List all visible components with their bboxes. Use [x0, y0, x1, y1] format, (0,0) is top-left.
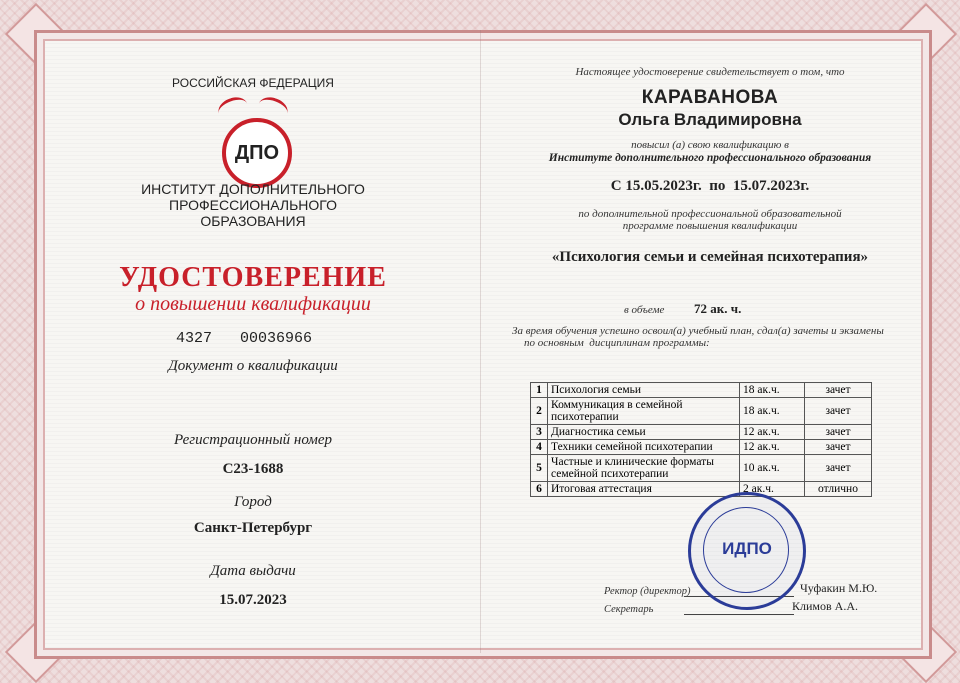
- official-stamp: [688, 492, 806, 610]
- discipline-number: 2: [531, 398, 548, 425]
- study-period: С 15.05.2023г. по 15.07.2023г.: [610, 178, 810, 194]
- table-row: [531, 383, 872, 398]
- registration-label: Регистрационный номер: [173, 432, 332, 448]
- table-row: [531, 455, 872, 482]
- institute-line-3: ОБРАЗОВАНИЯ: [200, 213, 306, 229]
- table-row: [531, 482, 872, 497]
- institute-line-1: ИНСТИТУТ ДОПОЛНИТЕЛЬНОГО: [141, 181, 365, 197]
- discipline-hours: 18 ак.ч.: [740, 383, 805, 398]
- discipline-number: 4: [531, 440, 548, 455]
- issue-date-label: Дата выдачи: [210, 563, 296, 579]
- volume-value: 72 ак. ч.: [694, 301, 742, 316]
- country-label: РОССИЙСКАЯ ФЕДЕРАЦИЯ: [172, 76, 334, 90]
- rector-name: Чуфакин М.Ю.: [800, 581, 878, 595]
- document-series: 4327: [176, 330, 213, 347]
- document-title: УДОСТОВЕРЕНИЕ: [119, 262, 387, 293]
- program-name: «Психология семьи и семейная психотерапия»: [551, 249, 869, 265]
- discipline-result: отлично: [805, 482, 872, 497]
- discipline-hours: 12 ак.ч.: [740, 440, 805, 455]
- discipline-result: зачет: [805, 455, 872, 482]
- program-description-line-1: по дополнительной профессиональной образовательной: [578, 208, 842, 220]
- center-fold: [480, 30, 481, 653]
- discipline-hours: 2 ак.ч.: [740, 482, 805, 497]
- discipline-name: Диагностика семьи: [548, 425, 740, 440]
- discipline-name: Психология семьи: [548, 383, 740, 398]
- program-description-line-2: программе повышения квалификации: [622, 220, 798, 232]
- recipient-name: Ольга Владимировна: [618, 110, 802, 129]
- stamp-text: ИДПО: [722, 539, 772, 558]
- city-label: Город: [234, 494, 272, 510]
- table-row: [531, 398, 872, 425]
- discipline-result: зачет: [805, 425, 872, 440]
- discipline-number: 3: [531, 425, 548, 440]
- discipline-result: зачет: [805, 440, 872, 455]
- discipline-number: 6: [531, 482, 548, 497]
- secretary-signature-line: [684, 614, 794, 615]
- issue-date-value: 15.07.2023: [219, 592, 287, 608]
- volume-label: в объеме: [624, 304, 665, 316]
- discipline-name: Итоговая аттестация: [548, 482, 740, 497]
- document-type: Документ о квалификации: [168, 358, 338, 374]
- discipline-number: 5: [531, 455, 548, 482]
- discipline-name: Техники семейной психотерапии: [548, 440, 740, 455]
- discipline-name: Частные и клинические форматы семейной психотерапии: [548, 455, 740, 482]
- discipline-number: 1: [531, 383, 548, 398]
- discipline-hours: 12 ак.ч.: [740, 425, 805, 440]
- secretary-name: Климов А.А.: [792, 599, 859, 613]
- studied-text-line-2: по основным дисциплинам программы:: [524, 337, 710, 349]
- registration-number: С23-1688: [222, 461, 284, 477]
- rector-label: Ректор (директор): [604, 586, 691, 597]
- discipline-result: зачет: [805, 383, 872, 398]
- table-row: [531, 440, 872, 455]
- disciplines-table: [530, 382, 872, 497]
- table-row: [531, 425, 872, 440]
- recipient-surname: КАРАВАНОВА: [641, 87, 779, 108]
- city-value: Санкт-Петербург: [193, 520, 313, 536]
- discipline-hours: 18 ак.ч.: [740, 398, 805, 425]
- institute-name: Институте дополнительного профессионального образования: [548, 152, 872, 164]
- discipline-result: зачет: [805, 398, 872, 425]
- studied-text-line-1: За время обучения успешно освоил(а) учебный план, сдал(а) зачеты и экзамены: [512, 325, 884, 337]
- intro-text: Настоящее удостоверение свидетельствует о том, что: [575, 66, 845, 78]
- document-number: 00036966: [240, 330, 313, 347]
- discipline-hours: 10 ак.ч.: [740, 455, 805, 482]
- logo-text: ДПО: [234, 142, 280, 164]
- raised-qualification-text: повысил (а) свою квалификацию в: [631, 139, 789, 151]
- discipline-name: Коммуникация в семейной психотерапии: [548, 398, 740, 425]
- institute-logo: [222, 118, 292, 188]
- institute-line-2: ПРОФЕССИОНАЛЬНОГО: [169, 197, 337, 213]
- document-subtitle: о повышении квалификации: [135, 293, 371, 315]
- secretary-label: Секретарь: [604, 604, 654, 615]
